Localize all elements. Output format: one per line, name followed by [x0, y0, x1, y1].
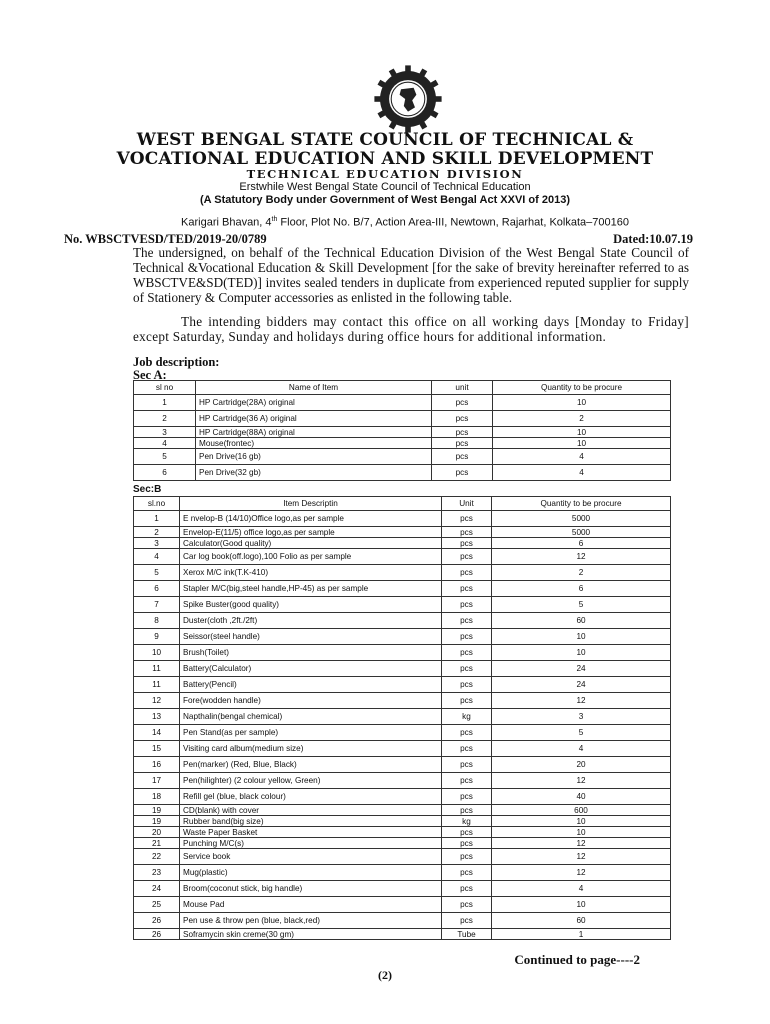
section-b-table	[133, 496, 671, 940]
sl-no-cell: 20	[134, 827, 180, 838]
item-name-cell: Spike Buster(good quality)	[180, 597, 442, 613]
quantity-cell: 6	[492, 581, 671, 597]
quantity-cell: 5000	[492, 527, 671, 538]
unit-cell: pcs	[442, 565, 492, 581]
table-row	[134, 411, 671, 427]
sl-no-cell: 1	[134, 511, 180, 527]
table-row	[134, 661, 671, 677]
item-name-cell: Pen Drive(32 gb)	[196, 465, 432, 481]
job-description-heading: Job description:	[133, 355, 220, 369]
sl-no-cell: 2	[134, 411, 196, 427]
sl-no-cell: 17	[134, 773, 180, 789]
table-row	[134, 725, 671, 741]
table-row	[134, 838, 671, 849]
quantity-cell: 4	[493, 465, 671, 481]
unit-cell: pcs	[442, 838, 492, 849]
sl-no-cell: 3	[134, 427, 196, 438]
item-name-cell: Stapler M/C(big,steel handle,HP-45) as per sample	[180, 581, 442, 597]
quantity-cell: 2	[492, 565, 671, 581]
sl-no-cell: 14	[134, 725, 180, 741]
table-row	[134, 438, 671, 449]
unit-cell: pcs	[432, 465, 493, 481]
quantity-cell: 5000	[492, 511, 671, 527]
unit-cell: pcs	[442, 597, 492, 613]
unit-cell: pcs	[442, 511, 492, 527]
unit-cell: kg	[442, 709, 492, 725]
quantity-cell: 60	[492, 913, 671, 929]
quantity-cell: 5	[492, 725, 671, 741]
sl-no-cell: 8	[134, 613, 180, 629]
quantity-cell: 4	[493, 449, 671, 465]
item-name-cell: Pen Stand(as per sample)	[180, 725, 442, 741]
reference-number: No. WBSCTVESD/TED/2019-20/0789	[64, 232, 267, 246]
quantity-cell: 2	[493, 411, 671, 427]
unit-cell: pcs	[432, 449, 493, 465]
unit-cell: pcs	[442, 773, 492, 789]
unit-cell: pcs	[442, 629, 492, 645]
address-part: Floor, Plot No. B/7, Action Area-III, Newtown, Rajarhat, Kolkata–700160	[277, 216, 629, 229]
quantity-cell: 4	[492, 881, 671, 897]
sl-no-cell: 25	[134, 897, 180, 913]
sl-no-cell: 16	[134, 757, 180, 773]
item-name-cell: CD(blank) with cover	[180, 805, 442, 816]
quantity-cell: 40	[492, 789, 671, 805]
sl-no-cell: 13	[134, 709, 180, 725]
item-name-cell: Duster(cloth ,2ft./2ft)	[180, 613, 442, 629]
sl-no-cell: 24	[134, 881, 180, 897]
unit-cell: pcs	[442, 897, 492, 913]
table-row	[134, 897, 671, 913]
quantity-cell: 12	[492, 549, 671, 565]
table-row	[134, 645, 671, 661]
table-row	[134, 849, 671, 865]
quantity-cell: 10	[493, 438, 671, 449]
sl-no-cell: 18	[134, 789, 180, 805]
table-row	[134, 677, 671, 693]
quantity-cell: 10	[492, 816, 671, 827]
item-name-cell: Battery(Calculator)	[180, 661, 442, 677]
quantity-cell: 5	[492, 597, 671, 613]
unit-cell: pcs	[442, 645, 492, 661]
unit-cell: Tube	[442, 929, 492, 940]
unit-cell: pcs	[442, 865, 492, 881]
table-row	[134, 581, 671, 597]
council-title-line1: WEST BENGAL STATE COUNCIL OF TECHNICAL &	[136, 130, 634, 150]
table-row	[134, 613, 671, 629]
table-row	[134, 929, 671, 940]
quantity-cell: 24	[492, 661, 671, 677]
item-name-cell: Mouse(frontec)	[196, 438, 432, 449]
table-row	[134, 757, 671, 773]
item-name-cell: Mug(plastic)	[180, 865, 442, 881]
item-name-cell: Seissor(steel handle)	[180, 629, 442, 645]
table-header-row	[134, 381, 671, 395]
item-name-cell: HP Cartridge(28A) original	[196, 395, 432, 411]
unit-cell: pcs	[442, 549, 492, 565]
item-name-cell: Calculator(Good quality)	[180, 538, 442, 549]
column-header: Quantity to be procure	[493, 381, 671, 395]
quantity-cell: 3	[492, 709, 671, 725]
table-row	[134, 538, 671, 549]
unit-cell: pcs	[442, 827, 492, 838]
item-name-cell: HP Cartridge(36 A) original	[196, 411, 432, 427]
sl-no-cell: 9	[134, 629, 180, 645]
sl-no-cell: 3	[134, 538, 180, 549]
unit-cell: pcs	[442, 613, 492, 629]
sl-no-cell: 5	[134, 449, 196, 465]
page-number: (2)	[378, 968, 392, 982]
sl-no-cell: 19	[134, 805, 180, 816]
sl-no-cell: 1	[134, 395, 196, 411]
unit-cell: pcs	[442, 527, 492, 538]
table-row	[134, 511, 671, 527]
section-b-heading: Sec:B	[133, 484, 162, 495]
council-title-line2: VOCATIONAL EDUCATION AND SKILL DEVELOPMENT	[116, 149, 654, 169]
item-name-cell: Punching M/C(s)	[180, 838, 442, 849]
table-row	[134, 741, 671, 757]
office-address	[0, 216, 770, 229]
column-header: Name of Item	[196, 381, 432, 395]
sl-no-cell: 22	[134, 849, 180, 865]
quantity-cell: 12	[492, 865, 671, 881]
item-name-cell: E nvelop-B (14/10)Office logo,as per sample	[180, 511, 442, 527]
quantity-cell: 10	[492, 827, 671, 838]
sl-no-cell: 21	[134, 838, 180, 849]
unit-cell: pcs	[442, 677, 492, 693]
sl-no-cell: 11	[134, 677, 180, 693]
unit-cell: pcs	[432, 427, 493, 438]
table-row	[134, 549, 671, 565]
section-a-heading: Sec A:	[133, 368, 167, 382]
quantity-cell: 1	[492, 929, 671, 940]
item-name-cell: Pen(marker) (Red, Blue, Black)	[180, 757, 442, 773]
sl-no-cell: 11	[134, 661, 180, 677]
unit-cell: pcs	[442, 849, 492, 865]
sl-no-cell: 26	[134, 929, 180, 940]
table-row	[134, 709, 671, 725]
item-name-cell: Refill gel (blue, black colour)	[180, 789, 442, 805]
quantity-cell: 12	[492, 838, 671, 849]
quantity-cell: 24	[492, 677, 671, 693]
unit-cell: kg	[442, 816, 492, 827]
unit-cell: pcs	[442, 805, 492, 816]
sl-no-cell: 2	[134, 527, 180, 538]
sl-no-cell: 26	[134, 913, 180, 929]
column-header: sl no	[134, 381, 196, 395]
quantity-cell: 6	[492, 538, 671, 549]
sl-no-cell: 23	[134, 865, 180, 881]
table-row	[134, 881, 671, 897]
erstwhile-name: Erstwhile West Bengal State Council of Technical Education	[239, 181, 531, 193]
table-row	[134, 565, 671, 581]
table-row	[134, 693, 671, 709]
table-row	[134, 805, 671, 816]
sl-no-cell: 15	[134, 741, 180, 757]
address-part: Karigari Bhavan, 4	[181, 216, 272, 229]
item-name-cell: Service book	[180, 849, 442, 865]
quantity-cell: 10	[493, 427, 671, 438]
sl-no-cell: 19	[134, 816, 180, 827]
item-name-cell: Rubber band(big size)	[180, 816, 442, 827]
unit-cell: pcs	[442, 881, 492, 897]
quantity-cell: 600	[492, 805, 671, 816]
sl-no-cell: 4	[134, 549, 180, 565]
table-row	[134, 865, 671, 881]
table-row	[134, 816, 671, 827]
item-name-cell: Mouse Pad	[180, 897, 442, 913]
column-header: Unit	[442, 497, 492, 511]
unit-cell: pcs	[432, 411, 493, 427]
item-name-cell: Fore(wodden handle)	[180, 693, 442, 709]
unit-cell: pcs	[442, 757, 492, 773]
item-name-cell: Waste Paper Basket	[180, 827, 442, 838]
item-name-cell: Xerox M/C ink(T.K-410)	[180, 565, 442, 581]
column-header: Item Descriptin	[180, 497, 442, 511]
quantity-cell: 10	[492, 629, 671, 645]
quantity-cell: 20	[492, 757, 671, 773]
quantity-cell: 12	[492, 693, 671, 709]
sl-no-cell: 4	[134, 438, 196, 449]
table-row	[134, 427, 671, 438]
item-name-cell: HP Cartridge(88A) original	[196, 427, 432, 438]
item-name-cell: Visiting card album(medium size)	[180, 741, 442, 757]
unit-cell: pcs	[442, 789, 492, 805]
table-row	[134, 629, 671, 645]
unit-cell: pcs	[432, 438, 493, 449]
column-header: sl.no	[134, 497, 180, 511]
unit-cell: pcs	[442, 725, 492, 741]
section-a-table	[133, 380, 671, 481]
table-row	[134, 395, 671, 411]
table-row	[134, 597, 671, 613]
item-name-cell: Battery(Pencil)	[180, 677, 442, 693]
item-name-cell: Napthalin(bengal chemical)	[180, 709, 442, 725]
table-row	[134, 913, 671, 929]
item-name-cell: Brush(Toilet)	[180, 645, 442, 661]
table-row	[134, 465, 671, 481]
table-row	[134, 827, 671, 838]
quantity-cell: 10	[493, 395, 671, 411]
table-row	[134, 527, 671, 538]
item-name-cell: Broom(coconut stick, big handle)	[180, 881, 442, 897]
quantity-cell: 10	[492, 645, 671, 661]
item-name-cell: Soframycin skin creme(30 gm)	[180, 929, 442, 940]
division-name: TECHNICAL EDUCATION DIVISION	[246, 167, 524, 181]
item-name-cell: Pen Drive(16 gb)	[196, 449, 432, 465]
item-name-cell: Pen(hilighter) (2 colour yellow, Green)	[180, 773, 442, 789]
contact-paragraph: The intending bidders may contact this office on all working days [Monday to Friday] except Saturday, Sunday and holidays during office hours for additional information.	[133, 314, 689, 344]
continued-note: Continued to page----2	[514, 952, 640, 967]
quantity-cell: 60	[492, 613, 671, 629]
quantity-cell: 4	[492, 741, 671, 757]
unit-cell: pcs	[442, 693, 492, 709]
intro-paragraph: The undersigned, on behalf of the Technical Education Division of the West Bengal State Council of Technical &Vocational Education & Skill Development [for the sake of brevity hereinafter referred to as WBSCTVE&SD(TED)] invites sealed tenders in duplicate from experienced reputed supplier for supply of Stationery & Computer accessories as enlisted in the following table.	[133, 245, 689, 305]
quantity-cell: 10	[492, 897, 671, 913]
column-header: unit	[432, 381, 493, 395]
quantity-cell: 12	[492, 773, 671, 789]
sl-no-cell: 6	[134, 581, 180, 597]
column-header: Quantity to be procure	[492, 497, 671, 511]
sl-no-cell: 10	[134, 645, 180, 661]
item-name-cell: Pen use & throw pen (blue, black,red)	[180, 913, 442, 929]
table-row	[134, 449, 671, 465]
table-header-row	[134, 497, 671, 511]
item-name-cell: Envelop-E(11/5) office logo,as per sample	[180, 527, 442, 538]
unit-cell: pcs	[442, 913, 492, 929]
table-row	[134, 773, 671, 789]
sl-no-cell: 6	[134, 465, 196, 481]
statutory-note: (A Statutory Body under Government of West Bengal Act XXVI of 2013)	[200, 194, 570, 206]
sl-no-cell: 7	[134, 597, 180, 613]
unit-cell: pcs	[442, 538, 492, 549]
unit-cell: pcs	[442, 741, 492, 757]
sl-no-cell: 12	[134, 693, 180, 709]
unit-cell: pcs	[442, 661, 492, 677]
table-row	[134, 789, 671, 805]
address-superscript: th	[271, 216, 278, 223]
quantity-cell: 12	[492, 849, 671, 865]
reference-date: Dated:10.07.19	[613, 232, 693, 246]
sl-no-cell: 5	[134, 565, 180, 581]
item-name-cell: Car log book(off.logo),100 Folio as per sample	[180, 549, 442, 565]
council-emblem-icon	[373, 64, 443, 134]
unit-cell: pcs	[442, 581, 492, 597]
unit-cell: pcs	[432, 395, 493, 411]
